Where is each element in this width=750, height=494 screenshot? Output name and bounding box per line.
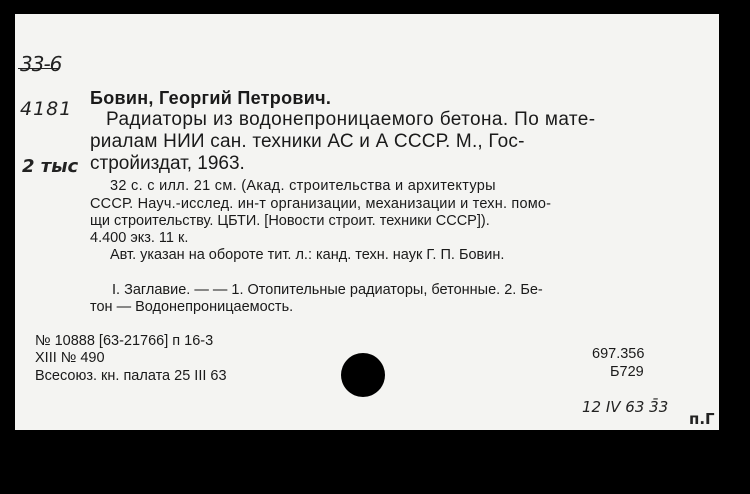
- description-line-2: СССР. Науч.-исслед. ин-т организации, механизации и техн. помо-: [90, 196, 552, 212]
- description-line-3: щи строительству. ЦБТИ. [Новости строит. техники СССР]).: [90, 213, 490, 229]
- punch-hole: [341, 353, 385, 397]
- handwritten-number: 4181: [20, 98, 73, 120]
- description-line-1: 32 с. с илл. 21 см. (Акад. строительства и архитектуры: [110, 178, 496, 194]
- title-line-3: стройиздат, 1963.: [90, 153, 245, 174]
- author-note: Авт. указан на обороте тит. л.: канд. техн. наук Г. П. Бовин.: [110, 247, 505, 263]
- classification-udc: 697.356: [592, 346, 645, 362]
- series-number: XIII № 490: [35, 350, 105, 366]
- description-line-4: 4.400 экз. 11 к.: [90, 230, 189, 246]
- handwritten-shelf-mark: 33-6: [20, 52, 62, 76]
- title-line-1: Радиаторы из водонепроницаемого бетона. По мате-: [106, 109, 596, 130]
- handwritten-date-stamp: 12 IV 63 3̄3: [582, 398, 669, 416]
- subjects-line-1: I. Заглавие. — — 1. Отопительные радиаторы, бетонные. 2. Бе-: [112, 282, 543, 298]
- title-line-2: риалам НИИ сан. техники АС и А СССР. М., Гос-: [90, 131, 525, 152]
- handwritten-left-mark: 2 тыс: [22, 156, 79, 177]
- handwritten-code: п.Г: [689, 410, 715, 428]
- classification-code: Б729: [610, 364, 644, 380]
- author-heading: Бовин, Георгий Петрович.: [90, 88, 332, 108]
- registration-number: № 10888 [63-21766] п 16-3: [35, 333, 214, 349]
- publisher-line: Всесоюз. кн. палата 25 III 63: [35, 368, 227, 384]
- subjects-line-2: тон — Водонепроницаемость.: [90, 299, 294, 315]
